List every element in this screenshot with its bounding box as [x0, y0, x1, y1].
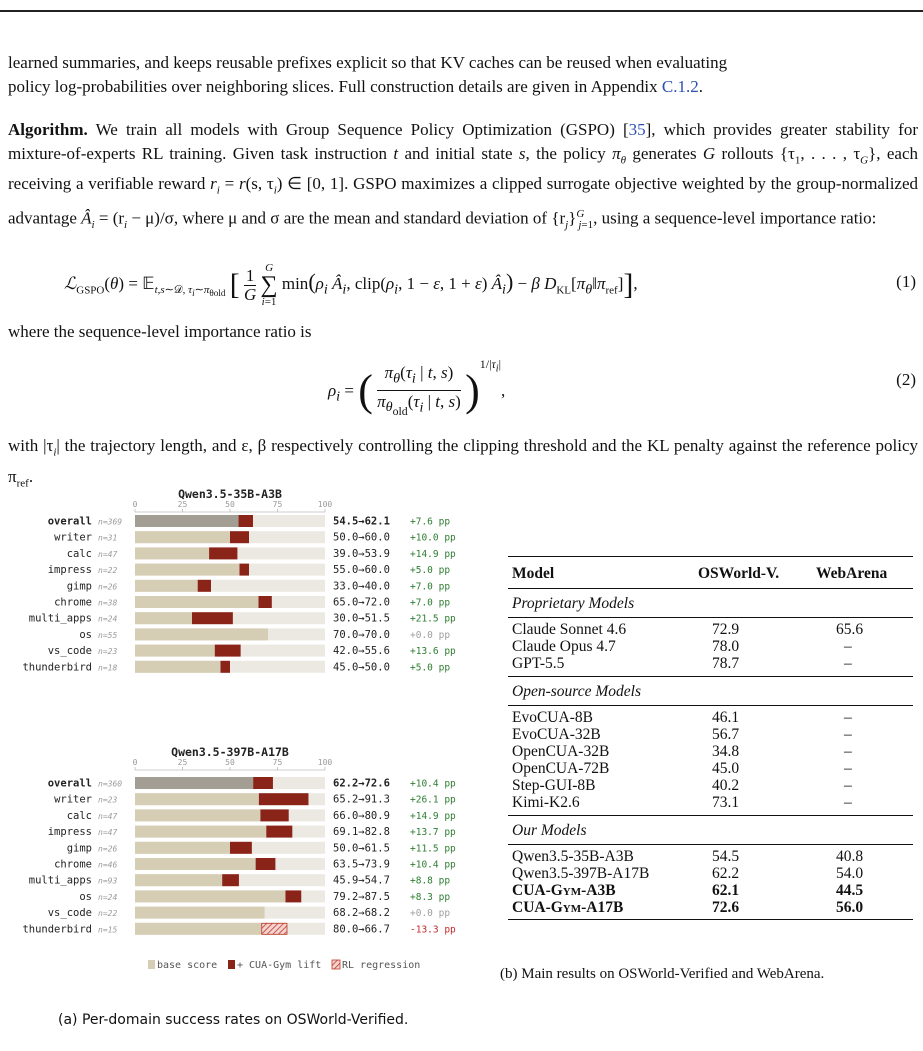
results-table — [508, 561, 913, 585]
value-label: 65.0→72.0 — [333, 596, 390, 609]
delta-label: +13.6 pp — [410, 646, 456, 658]
table-row: OpenCUA-32B 34.8 – — [512, 743, 852, 760]
base-bar — [135, 777, 253, 789]
value-label: 50.0→60.0 — [333, 531, 390, 544]
lift-bar — [260, 809, 288, 821]
n-label: n=23 — [98, 795, 118, 805]
regression-bar — [262, 923, 287, 934]
n-label: n=55 — [98, 630, 118, 640]
lift-bar — [192, 612, 233, 624]
category-label: writer — [54, 793, 92, 806]
delta-label: +8.3 pp — [410, 891, 451, 903]
table-row: CUA-Gym-A17B 72.6 56.0 — [512, 899, 864, 916]
section-our-models: Our Models — [512, 822, 587, 839]
table-row: Step-GUI-8B 40.2 – — [512, 777, 852, 794]
category-label: writer — [54, 531, 92, 544]
delta-label: +0.0 pp — [410, 908, 451, 920]
lift-bar — [266, 826, 292, 838]
caption-a: (a) Per-domain success rates on OSWorld-Verified. — [58, 1012, 409, 1028]
panel-title: Qwen3.5-35B-A3B — [178, 488, 282, 501]
n-label: n=47 — [98, 828, 118, 838]
equation-number-2: (2) — [896, 370, 916, 389]
category-label: overall — [47, 777, 92, 790]
category-label: chrome — [54, 858, 92, 871]
n-label: n=24 — [98, 614, 118, 624]
value-label: 68.2→68.2 — [333, 907, 390, 920]
table-row: CUA-Gym-A3B 62.1 44.5 — [512, 882, 864, 899]
delta-label: +14.9 pp — [410, 548, 456, 560]
n-label: n=360 — [98, 779, 123, 789]
x-tick-label: 0 — [132, 500, 138, 509]
n-label: n=26 — [98, 844, 118, 854]
category-label: overall — [47, 515, 92, 528]
paragraph-algorithm: Algorithm. We train all models with Group Sequence Policy Optimization (GSPO) [35], which provides greater stability for mixture-of-experts RL training. Given task instruction t and initial state s, the policy $\pi_\theta$ generates G rollouts {$\tau_1$, . . . , $\tau_G$}, each receiving a verifiable reward $r_i = r(s$, $\tau_i$) ∈ [0, 1]. GSPO maximizes a clipped surrogate objective weighted by the group-normalized advantage $Â_i = (r_i - \mu)/\sigma$, where μ and σ are the mean and standard deviation of $\{r_j\}^G_{j=1}$, using a sequence-level importance ratio: — [8, 120, 919, 232]
base-bar — [135, 907, 265, 919]
legend-base-swatch — [148, 960, 155, 969]
category-label: multi_apps — [28, 612, 92, 625]
value-label: 33.0→40.0 — [333, 580, 390, 593]
category-label: calc — [66, 809, 92, 822]
delta-label: +0.0 pp — [410, 629, 451, 641]
base-bar — [135, 826, 266, 838]
lift-bar — [221, 661, 231, 673]
x-tick-label: 50 — [225, 758, 235, 767]
table-header-row — [508, 561, 913, 585]
delta-label: +13.7 pp — [410, 827, 456, 839]
lift-bar — [253, 777, 273, 789]
n-label: n=22 — [98, 566, 118, 576]
paragraph-ratio-intro: where the sequence-level importance ratio is — [8, 322, 312, 341]
value-label: 30.0→51.5 — [333, 612, 390, 625]
delta-label: +7.0 pp — [410, 581, 451, 593]
delta-label: +10.4 pp — [410, 778, 456, 790]
base-bar — [135, 531, 230, 543]
category-label: os — [79, 628, 92, 641]
x-tick-label: 75 — [272, 758, 283, 767]
header-osworld: OSWorld-V. — [698, 564, 780, 582]
category-label: impress — [47, 564, 92, 577]
base-bar — [135, 793, 259, 805]
header-model: Model — [512, 564, 555, 582]
x-tick-label: 25 — [177, 758, 188, 767]
value-label: 65.2→91.3 — [333, 793, 390, 806]
n-label: n=38 — [98, 598, 118, 608]
n-label: n=369 — [98, 517, 123, 527]
base-bar — [135, 809, 260, 821]
x-tick-label: 25 — [177, 500, 188, 509]
base-bar — [135, 547, 209, 559]
base-bar — [135, 858, 256, 870]
value-label: 66.0→80.9 — [333, 809, 390, 822]
category-label: gimp — [66, 580, 92, 593]
lift-bar — [222, 874, 239, 886]
x-tick-label: 50 — [225, 500, 235, 509]
lift-bar — [230, 531, 249, 543]
table-row: Claude Opus 4.7 78.0 – — [512, 638, 852, 655]
section-open-source: Open-source Models — [512, 683, 641, 700]
x-tick-label: 100 — [317, 500, 333, 509]
category-label: gimp — [66, 842, 92, 855]
algorithm-heading: Algorithm. — [8, 120, 88, 139]
lift-bar — [239, 515, 253, 527]
lift-bar — [215, 645, 241, 657]
base-bar — [135, 515, 239, 527]
value-label: 63.5→73.9 — [333, 858, 390, 871]
legend-base-label: base score — [157, 960, 218, 971]
base-bar — [135, 645, 215, 657]
table-row: Qwen3.5-397B-A17B 62.2 54.0 — [512, 865, 864, 882]
category-label: impress — [47, 826, 92, 839]
base-bar — [135, 564, 240, 576]
value-label: 42.0→55.6 — [333, 645, 390, 658]
lift-bar — [230, 842, 252, 854]
delta-label: +7.0 pp — [410, 597, 451, 609]
n-label: n=22 — [98, 909, 118, 919]
n-label: n=23 — [98, 647, 118, 657]
lift-bar — [209, 547, 237, 559]
table-row: Kimi-K2.6 73.1 – — [512, 794, 852, 811]
base-bar — [135, 874, 222, 886]
delta-label: +11.5 pp — [410, 843, 456, 855]
x-tick-label: 100 — [317, 758, 333, 767]
paragraph-trajectory: with $|\tau_i|$ the trajectory length, and ε, β respectively controlling the clipping threshold and the KL penalty against the reference policy $\pi_{ref}$. — [8, 436, 918, 490]
equation-number-1: (1) — [896, 272, 916, 291]
table-row: Qwen3.5-35B-A3B 54.5 40.8 — [512, 848, 864, 865]
category-label: os — [79, 890, 92, 903]
category-label: vs_code — [47, 907, 92, 920]
lift-bar — [259, 596, 272, 608]
lift-bar — [256, 858, 276, 870]
legend-regression-label: RL regression — [342, 960, 421, 971]
lift-bar — [240, 564, 250, 576]
header-webarena: WebArena — [816, 564, 888, 582]
header-rule — [0, 10, 923, 12]
n-label: n=46 — [98, 860, 118, 870]
n-label: n=47 — [98, 549, 118, 559]
category-label: thunderbird — [22, 923, 92, 936]
n-label: n=18 — [98, 663, 118, 673]
delta-label: +5.0 pp — [410, 662, 451, 674]
delta-label: +10.4 pp — [410, 859, 456, 871]
lift-bar — [285, 890, 301, 902]
delta-label: +14.9 pp — [410, 810, 456, 822]
category-label: thunderbird — [22, 661, 92, 674]
n-label: n=31 — [98, 533, 118, 543]
paragraph-intro: learned summaries, and keeps reusable prefixes explicit so that KV caches can be reused when evaluating policy log-probabilities over neighboring slices. Full construction details are given in Appendix C.1.2. — [8, 53, 728, 96]
value-label: 45.0→50.0 — [333, 661, 390, 674]
value-label: 55.0→60.0 — [333, 564, 390, 577]
equation-gspo: ℒ$_{GSPO}$(θ) = 𝔼$_{t,s\sim 𝒟, \tau_i\sim\pi_{\theta old}}$ [ $\frac{1}{G}$ G ∑ i=1 $\min(\rho_i$ $Â_i$, $clip(\rho_i$, 1 − ε, 1 + ε) $Â_i) - \beta$ $D_{KL}[\pi_\theta‖\pi_{ref}]$], — [64, 262, 638, 308]
legend-regression-swatch — [332, 960, 340, 969]
base-bar — [135, 842, 230, 854]
n-label: n=93 — [98, 876, 118, 886]
delta-label: +21.5 pp — [410, 613, 456, 625]
delta-label: +10.0 pp — [410, 532, 456, 544]
value-label: 54.5→62.1 — [333, 515, 390, 528]
table-row: EvoCUA-32B 56.7 – — [512, 726, 852, 743]
appendix-link[interactable]: C.1.2 — [661, 76, 699, 96]
caption-b: (b) Main results on OSWorld-Verified and WebArena. — [500, 966, 825, 982]
table-row: Claude Sonnet 4.6 72.9 65.6 — [512, 621, 864, 638]
base-bar — [135, 612, 192, 624]
delta-label: +5.0 pp — [410, 565, 451, 577]
value-label: 80.0→66.7 — [333, 923, 390, 936]
n-label: n=24 — [98, 892, 118, 902]
table-section-proprietary — [508, 621, 913, 672]
panel-title: Qwen3.5-397B-A17B — [171, 745, 289, 759]
n-label: n=26 — [98, 582, 118, 592]
base-bar — [135, 596, 259, 608]
legend-lift-label: + CUA-Gym lift — [237, 960, 322, 971]
legend-lift-swatch — [228, 960, 235, 969]
table-row: OpenCUA-72B 45.0 – — [512, 760, 852, 777]
equation-ratio: $\rho_i$ = ( $\pi_\theta(\tau_i$ | t, s) $\pi_{\theta_{old}}(\tau_i$ | t, s) )$^{1/|\tau_i|}$, — [328, 357, 506, 418]
category-label: chrome — [54, 596, 92, 609]
value-label: 62.2→72.6 — [333, 777, 390, 790]
value-label: 69.1→82.8 — [333, 826, 390, 839]
lift-bar — [259, 793, 309, 805]
value-label: 79.2→87.5 — [333, 890, 390, 903]
base-bar — [135, 661, 221, 673]
base-bar — [135, 628, 268, 640]
table-section-open-source — [508, 709, 913, 811]
delta-label: +7.6 pp — [410, 516, 451, 528]
x-tick-label: 0 — [132, 758, 138, 767]
category-label: multi_apps — [28, 874, 92, 887]
delta-label: +26.1 pp — [410, 794, 456, 806]
lift-bar — [198, 580, 211, 592]
section-proprietary: Proprietary Models — [512, 595, 635, 612]
n-label: n=47 — [98, 811, 118, 821]
x-tick-label: 75 — [272, 500, 283, 509]
value-label: 39.0→53.9 — [333, 547, 390, 560]
delta-label: -13.3 pp — [410, 924, 456, 936]
per-domain-bar-chart — [0, 488, 480, 1033]
n-label: n=15 — [98, 925, 118, 935]
base-bar — [135, 580, 198, 592]
value-label: 45.9→54.7 — [333, 874, 390, 887]
category-label: vs_code — [47, 645, 92, 658]
results-table-container — [508, 556, 913, 920]
text-line: policy log-probabilities over neighboring slices. Full construction details are given in Appendix — [8, 76, 662, 96]
table-row: GPT-5.5 78.7 – — [512, 655, 852, 672]
text-line: learned summaries, and keeps reusable prefixes explicit so that KV caches can be reused when evaluating — [8, 53, 728, 72]
table-row: EvoCUA-8B 46.1 – — [512, 709, 852, 726]
value-label: 50.0→61.5 — [333, 842, 390, 855]
value-label: 70.0→70.0 — [333, 628, 390, 641]
base-bar — [135, 890, 285, 902]
delta-label: +8.8 pp — [410, 875, 451, 887]
table-section-our-models — [508, 848, 913, 916]
citation-link[interactable]: 35 — [628, 120, 646, 139]
category-label: calc — [66, 547, 92, 560]
